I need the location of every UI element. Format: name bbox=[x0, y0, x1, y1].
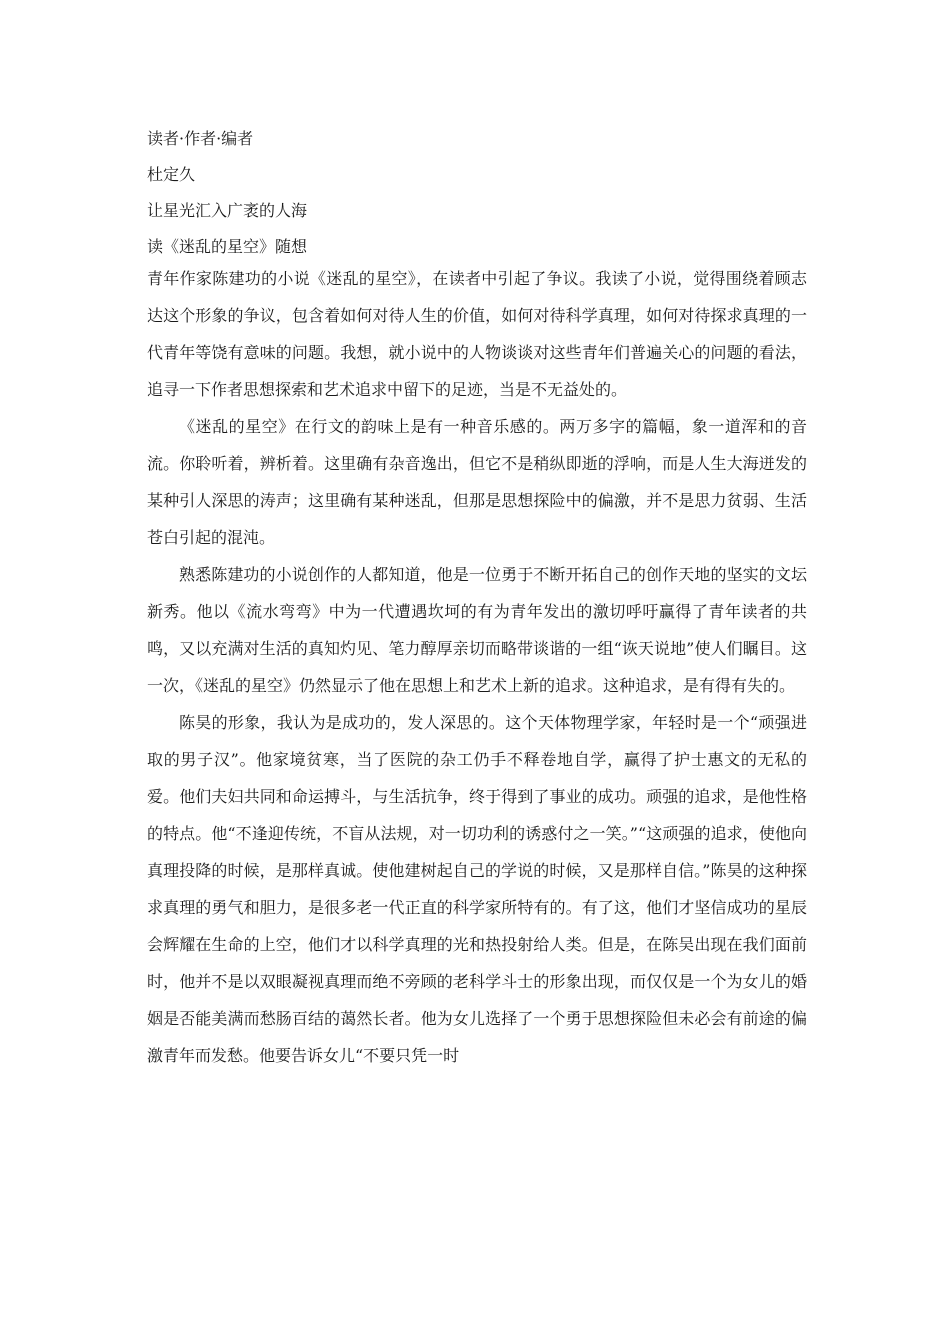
article-body bbox=[147, 124, 807, 1074]
paragraph: 陈昊的形象，我认为是成功的，发人深思的。这个天体物理学家，年轻时是一个“顽强进取的男子汉”。他家境贫寒，当了医院的杂工仍手不释卷地自学，赢得了护士惠文的无私的爱。他们夫妇共同和命运搏斗，与生活抗争，终于得到了事业的成功。顽强的追求，是他性格的特点。他“不逢迎传统，不盲从法规，对一切功利的诱惑付之一笑。”“这顽强的追求，使他向真理投降的时候，是那样真诚。使他建树起自己的学说的时候，又是那样自信。”陈昊的这种探求真理的勇气和胆力，是很多老一代正直的科学家所特有的。有了这，他们才坚信成功的星辰会辉耀在生命的上空，他们才以科学真理的光和热投射给人类。但是，在陈吴出现在我们面前时，他并不是以双眼凝视真理而绝不旁顾的老科学斗士的形象出现，而仅仅是一个为女儿的婚姻是否能美满而愁肠百结的蔼然长者。他为女儿选择了一个勇于思想探险但未必会有前途的偏激青年而发愁。他要告诉女儿“不要只凭一时 bbox=[147, 713, 807, 1065]
article-subtitle: 读《迷乱的星空》随想 bbox=[147, 237, 308, 256]
author-name: 杜定久 bbox=[147, 165, 196, 184]
paragraph: 青年作家陈建功的小说《迷乱的星空》，在读者中引起了争议。我读了小说，觉得围绕着顾志达这个形象的争议，包含着如何对待人生的价值，如何对待科学真理，如何对待探求真理的一代青年等饶有意味的问题。我想，就小说中的人物谈谈对这些青年们普遍关心的问题的看法，追寻一下作者思想探索和艺术追求中留下的足迹，当是不无益处的。 bbox=[147, 269, 807, 399]
column-name: 读者·作者·编者 bbox=[147, 129, 254, 148]
paragraph: 熟悉陈建功的小说创作的人都知道，他是一位勇于不断开拓自己的创作天地的坚实的文坛新秀。他以《流水弯弯》中为一代遭遇坎坷的有为青年发出的激切呼吁赢得了青年读者的共鸣，又以充满对生活的真知灼见、笔力醇厚亲切而略带谈谐的一组“诙天说地”使人们瞩目。这一次，《迷乱的星空》仍然显示了他在思想上和艺术上新的追求。这种追求，是有得有失的。 bbox=[147, 565, 807, 695]
article-title: 让星光汇入广袤的人海 bbox=[147, 201, 308, 220]
paragraph: 《迷乱的星空》在行文的韵味上是有一种音乐感的。两万多字的篇幅，象一道浑和的音流。你聆听着，辨析着。这里确有杂音逸出，但它不是稍纵即逝的浮响，而是人生大海迸发的某种引人深思的涛声；这里确有某种迷乱，但那是思想探险中的偏激，并不是思力贫弱、生活苍白引起的混沌。 bbox=[147, 417, 807, 547]
